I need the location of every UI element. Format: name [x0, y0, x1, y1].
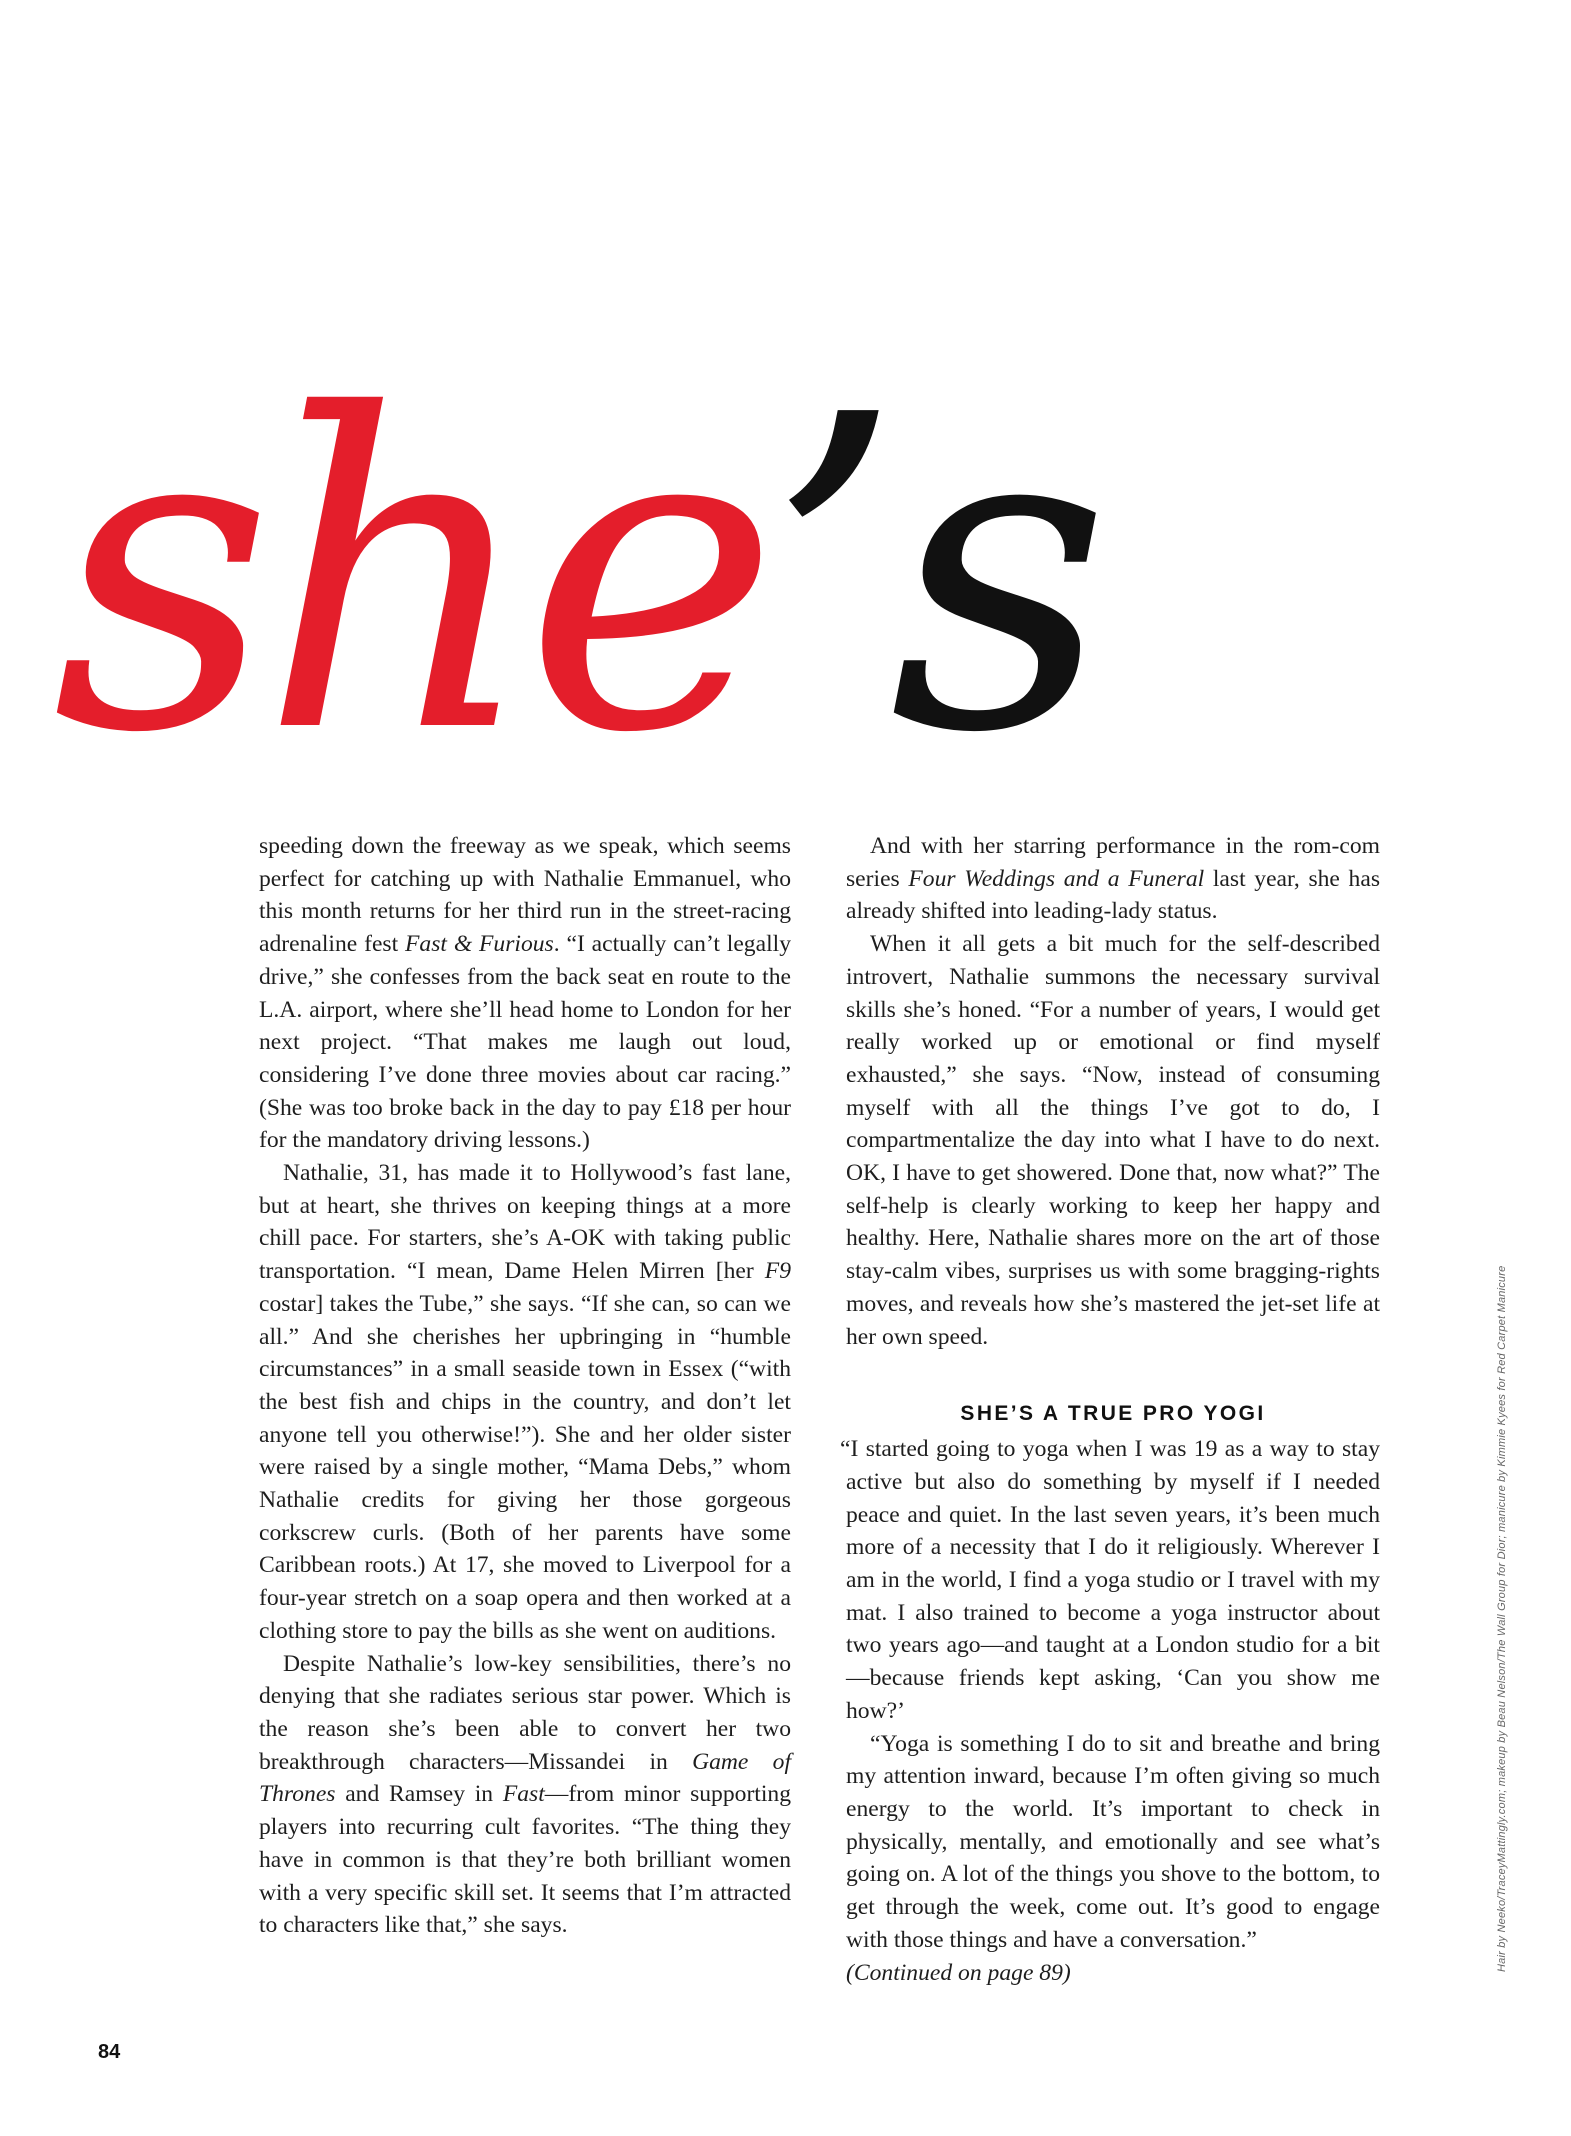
- paragraph: Despite Nathalie’s low-key sensibilities, there’s no denying that she radiates serious star power. Which is the reason she’s been able to convert her two breakthrough characters—Missandei in Game of Thrones and Ramsey in Fast—from minor supporting players into recurring cult favorites. “The thing they have in common is that they’re both brilliant women with a very specific skill set. It seems that I’m attracted to characters like that,” she says.: [259, 1650, 791, 1939]
- continued-note: (Continued on page 89): [846, 1959, 1071, 1986]
- paragraph: “I started going to yoga when I was 19 as a way to stay active but also do something by myself if I needed peace and quiet. In the last seven years, it’s been much more of a necessity that I do it religiously. Wherever I am in the world, I find a yoga studio or I travel with my mat. I also trained to become a yoga instructor about two years ago—and taught at a London studio for a bit—because friends kept asking, ‘Can you show me how?’: [840, 1436, 1380, 1724]
- paragraph: speeding down the freeway as we speak, which seems perfect for catching up with Nathalie Emmanuel, who this month returns for her third run in the street-racing adrenaline fest Fast & Furious. “I actually can’t legally drive,” she confesses from the back seat en route to the L.A. airport, where she’ll head home to London for her next project. “That makes me laugh out loud, considering I’ve done three movies about car racing.” (She was too broke back in the day to pay £18 per hour for the mandatory driving lessons.): [259, 833, 791, 1154]
- section-subhead: SHE’S A TRUE PRO YOGI: [960, 1402, 1266, 1426]
- headline: [52, 324, 1097, 827]
- paragraph: Nathalie, 31, has made it to Hollywood’s fast lane, but at heart, she thrives on keeping things at a more chill pace. For starters, she’s A-OK with taking public transportation. “I mean, Dame Helen Mirren [her F9 costar] takes the Tube,” she says. “If she can, so can we all.” And she cherishes her upbringing in “humble circumstances” in a small seaside town in Essex (“with the best fish and chips in the country, and don’t let anyone tell you otherwise!”). She and her older sister were raised by a single mother, “Mama Debs,” whom Nathalie credits for giving her those gorgeous corkscrew curls. (Both of her parents have some Caribbean roots.) At 17, she moved to Liverpool for a four-year stretch on a soap opera and then worked at a clothing store to pay the bills as she went on auditions.: [259, 1160, 791, 1644]
- paragraph: When it all gets a bit much for the self-described introvert, Nathalie summons the necessary survival skills she’s honed. “For a number of years, I would get really worked up or emotional or find myself exhausted,” she says. “Now, instead of consuming myself with all the things I’ve got to do, I compartmentalize the day into what I have to do next. OK, I have to get showered. Done that, now what?” The self-help is clearly working to keep her happy and healthy. Here, Nathalie shares more on the art of those stay-calm vibes, surprises us with some bragging-rights moves, and reveals how she’s mastered the jet-set life at her own speed.: [846, 931, 1380, 1350]
- article-column-left: [259, 830, 791, 1942]
- headline-she: she: [52, 324, 766, 827]
- photo-credits: Hair by Neeko/TraceyMattingly.com; makeup by Beau Nelson/The Wall Group for Dior; manicure by Kimmie Kyees for Red Carpet Manicure: [1496, 1265, 1508, 1972]
- article-column-right: [840, 830, 1381, 1989]
- paragraph: And with her starring performance in the rom-com series Four Weddings and a Funeral last year, she has already shifted into leading-lady status.: [846, 833, 1381, 925]
- paragraph: “Yoga is something I do to sit and breathe and bring my attention inward, because I’m often giving so much energy to the world. It’s important to check in physically, mentally, and emotionally and see what’s going on. A lot of the things you shove to the bottom, to get through the week, come out. It’s good to engage with those things and have a conversation.”: [846, 1730, 1380, 1953]
- page-number: 84: [98, 2041, 121, 2063]
- headline-apostrophe-s: ’s: [765, 324, 1097, 827]
